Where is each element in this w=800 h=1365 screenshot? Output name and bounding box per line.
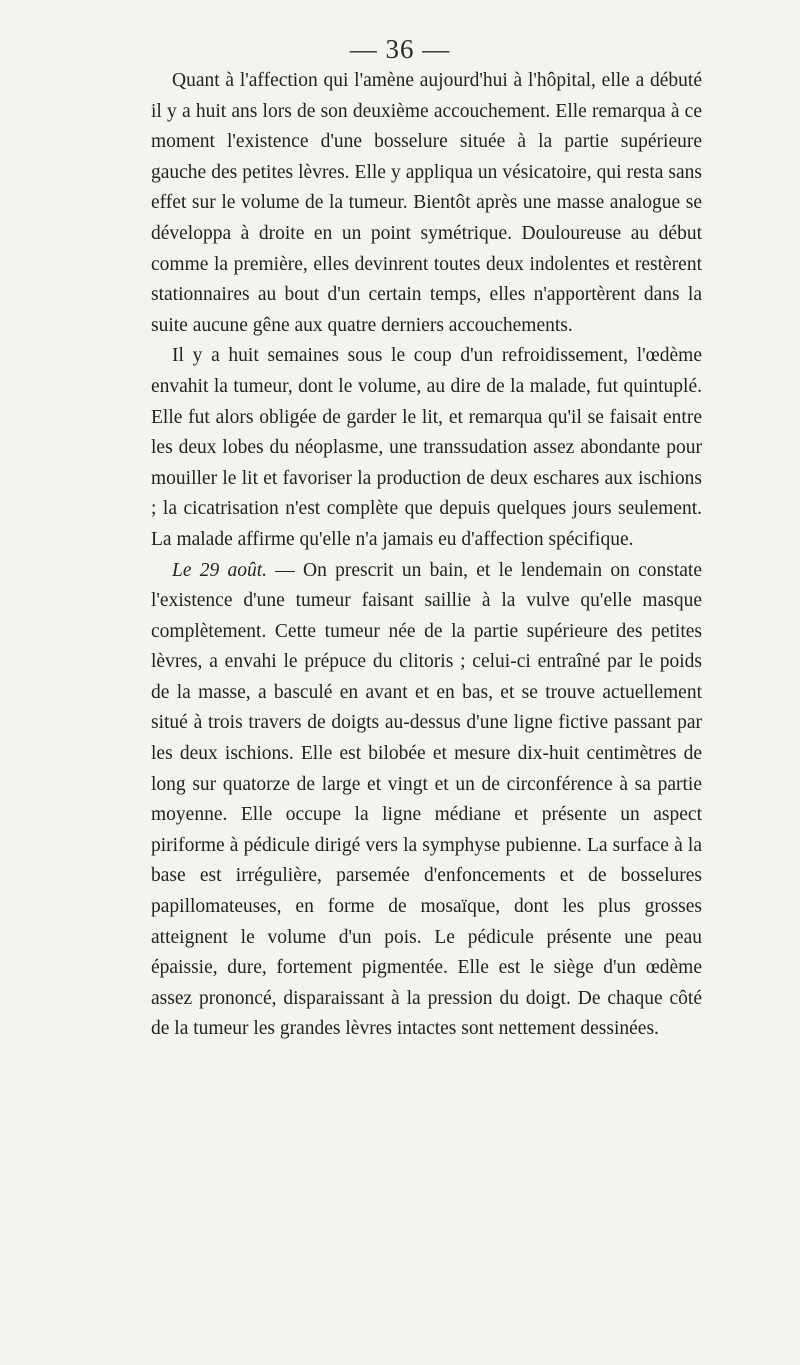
- paragraph-history: Quant à l'affection qui l'amène aujourd'hui à l'hôpital, elle a débuté il y a huit ans lors de son deuxième accouchement. Elle remarqua à ce moment l'existence d'une bosselure située à la partie supérieure gauche des petites lèvres. Elle y appliqua un vésicatoire, qui resta sans effet sur le volume de la tumeur. Bientôt après une masse analogue se développa à droite en un point symétrique. Douloureuse au début comme la première, elles devinrent toutes deux indolentes et restèrent stationnaires au bout d'un certain temps, elles n'apportèrent dans la suite aucune gêne aux quatre derniers accouchements.: [151, 70, 702, 336]
- paragraph-examination: [151, 556, 702, 1046]
- page-number: — 36 —: [349, 34, 451, 64]
- paragraph-examination-text: — On prescrit un bain, et le lendemain on constate l'existence d'une tumeur faisant saillie à la vulve qu'elle masque complètement. Cette tumeur née de la partie supérieure des petites lèvres, a envahi le prépuce du clitoris ; celui-ci entraîné par le poids de la masse, a basculé en avant et en bas, et se trouve actuellement situé à trois travers de doigts au-dessus d'une ligne fictive passant par les deux ischions. Elle est bilobée et mesure dix-huit centimètres de long sur quatorze de large et vingt et un de circonférence à sa partie moyenne. Elle occupe la ligne médiane et présente un aspect piriforme à pédicule dirigé vers la symphyse pubienne. La surface à la base est irrégulière, parsemée d'enfoncements et de bosselures papillomateuses, en forme de mosaïque, dont les plus grosses atteignent le volume d'un pois. Le pédicule présente une peau épaissie, dure, fortement pigmentée. Elle est le siège d'un œdème assez prononcé, disparaissant à la pression du doigt. De chaque côté de la tumeur les grandes lèvres intactes sont nettement dessinées.: [151, 559, 702, 1040]
- paragraph-oedema: Il y a huit semaines sous le coup d'un refroidissement, l'œdème envahit la tumeur, dont le volume, au dire de la malade, fut quintuplé. Elle fut alors obligée de garder le lit, et remarqua qu'il se faisait entre les deux lobes du néoplasme, une transsudation assez abondante pour mouiller le lit et favoriser la production de deux eschares aux ischions ; la cicatrisation n'est complète que depuis quelques jours seulement. La malade affirme qu'elle n'a jamais eu d'affection spécifique.: [151, 345, 702, 550]
- date-label: Le 29 août.: [172, 559, 268, 581]
- body-text: [151, 66, 702, 1045]
